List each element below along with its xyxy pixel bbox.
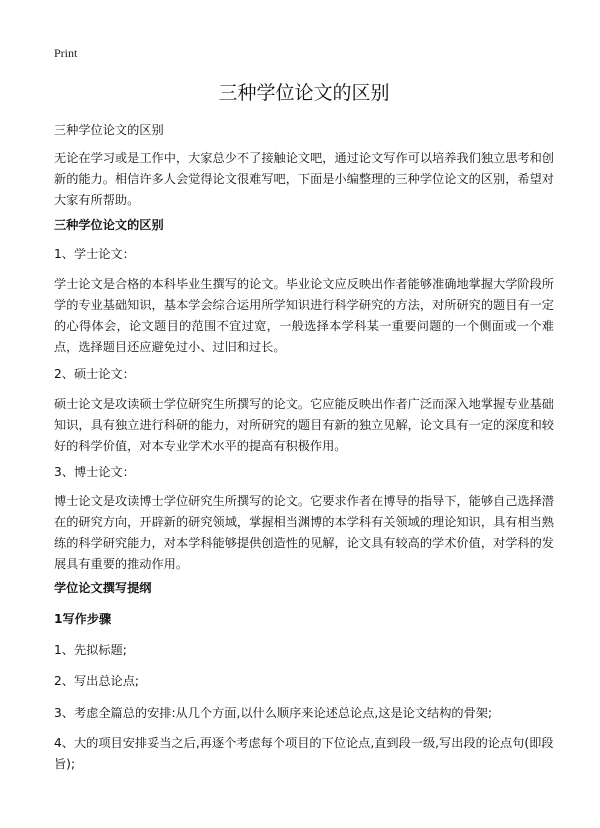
steps-heading: 1写作步骤 <box>54 612 112 626</box>
print-label: Print <box>54 46 78 60</box>
master-label: 2、硕士论文： <box>54 367 135 381</box>
intro-paragraph: 无论在学习或是工作中，大家总少不了接触论文吧，通过论文写作可以培养我们独立思考和创新的能力。相信许多人会觉得论文很难写吧，下面是小编整理的三种学位论文的区别，希望对大家有所帮助。 <box>54 151 554 207</box>
bachelor-label: 1、学士论文： <box>54 247 135 261</box>
step-item-2: 2、写出总论点; <box>54 674 139 688</box>
step-item-3: 3、考虑全篇总的安排:从几个方面,以什么顺序来论述总论点,这是论文结构的骨架; <box>54 706 493 720</box>
doctor-label: 3、博士论文： <box>54 465 135 479</box>
page-title: 三种学位论文的区别 <box>218 82 390 104</box>
section-heading-differences: 三种学位论文的区别 <box>54 218 164 232</box>
step-item-1: 1、先拟标题; <box>54 643 127 657</box>
master-paragraph: 硕士论文是攻读硕士学位研究生所撰写的论文。它应能反映出作者广泛而深入地掌握专业基础知识，具有独立进行科研的能力，对所研究的题目有新的独立见解，论文具有一定的深度和较好的科学价值，对本专业学术水平的提高有积极作用。 <box>54 397 554 453</box>
step-item-4: 4、大的项目安排妥当之后,再逐个考虑每个项目的下位论点,直到段一级,写出段的论点句(即段旨); <box>54 736 554 771</box>
doctor-paragraph: 博士论文是攻读博士学位研究生所撰写的论文。它要求作者在博导的指导下，能够自己选择潜在的研究方向，开辟新的研究领域，掌握相当渊博的本学科有关领域的理论知识，具有相当熟练的科学研究能力，对本学科能够提供创造性的见解，论文具有较高的学术价值，对学科的发展具有重要的推动作用。 <box>54 494 554 571</box>
section-heading-outline: 学位论文撰写提纲 <box>54 581 152 595</box>
bachelor-paragraph: 学士论文是合格的本科毕业生撰写的论文。毕业论文应反映出作者能够准确地掌握大学阶段所学的专业基础知识，基本学会综合运用所学知识进行科学研究的方法，对所研究的题目有一定的心得体会，论文题目的范围不宜过宽，一般选择本学科某一重要问题的一个侧面或一个难点，选择题目还应避免过小、过旧和过长。 <box>54 277 554 354</box>
subtitle-text: 三种学位论文的区别 <box>54 123 164 137</box>
